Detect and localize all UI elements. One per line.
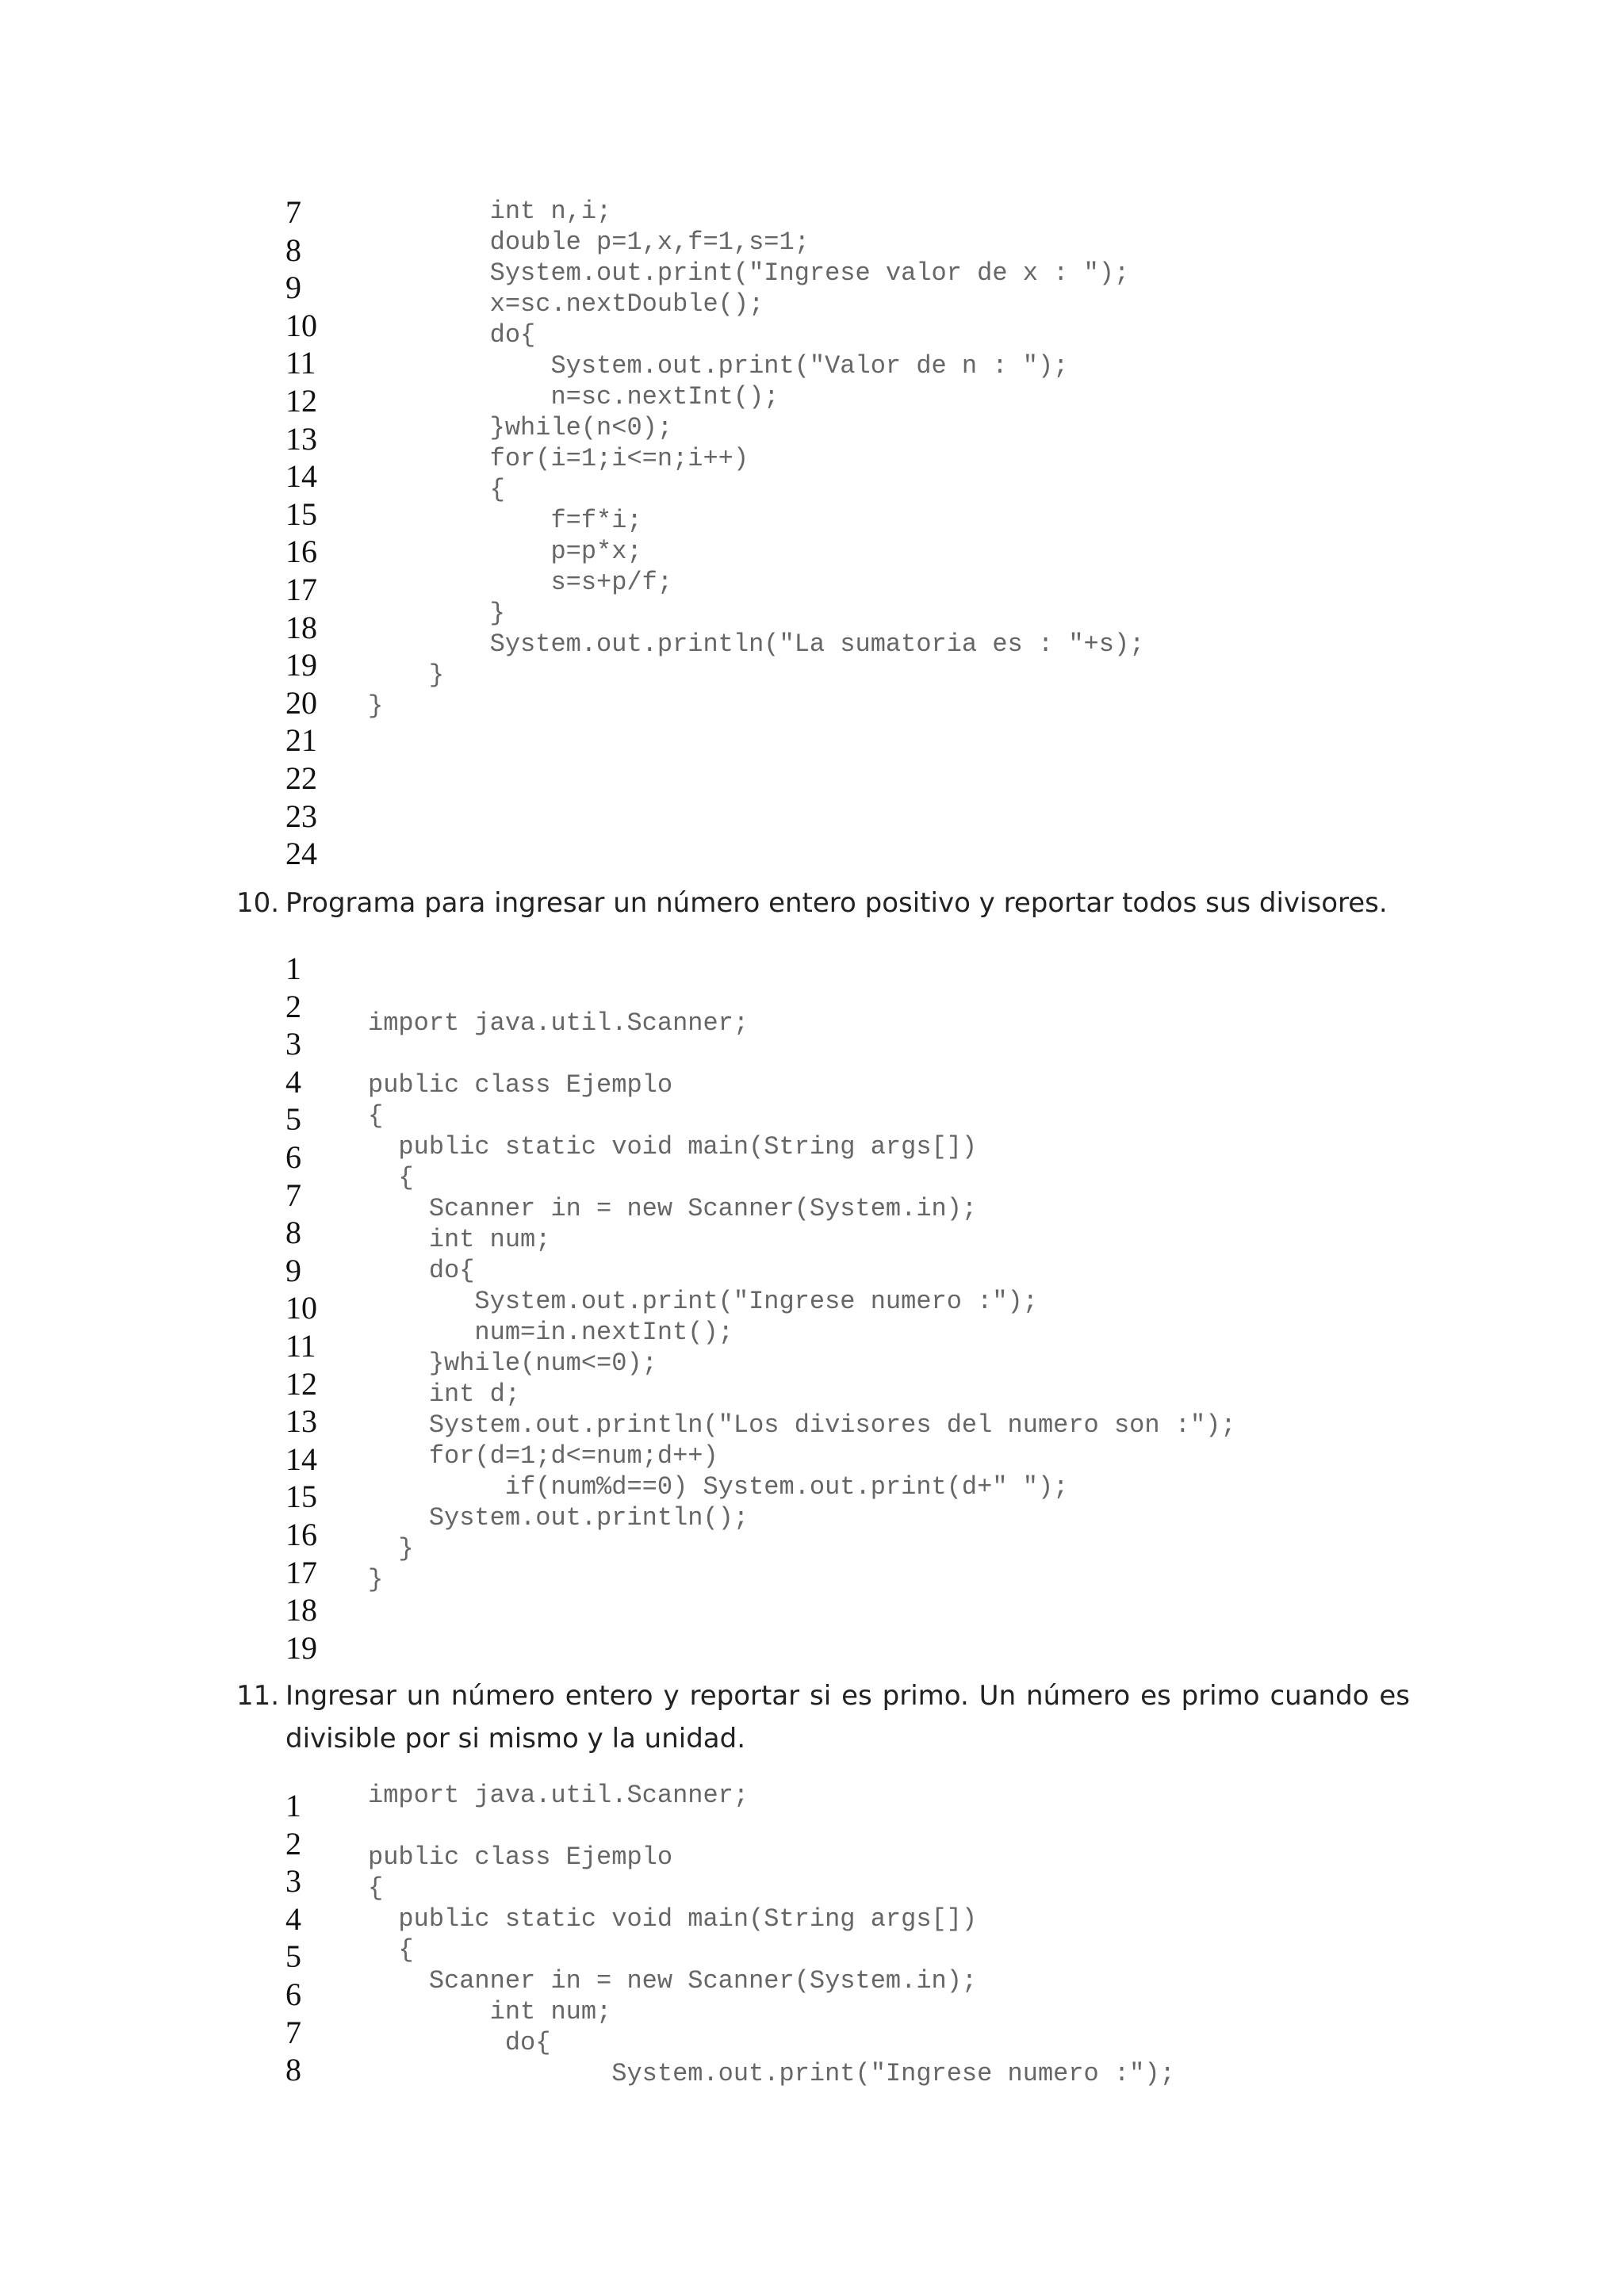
line-number: 9 <box>285 270 301 306</box>
line-number: 1 <box>285 1788 301 1823</box>
line-number: 19 <box>285 647 317 683</box>
line-number: 24 <box>285 836 317 872</box>
line-number: 4 <box>285 1900 301 1937</box>
line-number: 15 <box>285 496 317 532</box>
line-number: 18 <box>285 1592 317 1628</box>
code-line: }while(num<=0); <box>368 1349 657 1378</box>
code-line: f=f*i; <box>368 506 642 535</box>
line-number: 3 <box>285 1026 301 1062</box>
line-number: 12 <box>285 1365 317 1402</box>
code-line: { <box>368 1935 414 1965</box>
code-line: public class Ejemplo <box>368 1843 673 1872</box>
code-line: x=sc.nextDouble(); <box>368 289 764 319</box>
line-number: 11 <box>285 1327 316 1364</box>
code-line: do{ <box>368 1256 475 1285</box>
code-line: s=s+p/f; <box>368 568 673 597</box>
code-line <box>368 1811 1175 1842</box>
line-number: 1 <box>285 951 301 986</box>
code-line: System.out.print("Ingrese numero :"); <box>368 1287 1038 1316</box>
code-line: public class Ejemplo <box>368 1070 673 1100</box>
exercise-10-title: Programa para ingresar un número entero positivo y reportar todos sus divisores. <box>285 887 1388 919</box>
code-line: System.out.println("La sumatoria es : "+s); <box>368 629 1145 659</box>
line-number: 16 <box>285 1516 317 1552</box>
code-line: System.out.println("Los divisores del numero son :"); <box>368 1410 1236 1440</box>
line-number: 22 <box>285 760 317 796</box>
exercise-11-title-text-1: Ingresar un número entero y reportar si es primo. Un número es primo cuando es <box>285 1680 1410 1712</box>
code-line: { <box>368 475 505 504</box>
line-number: 8 <box>285 232 301 268</box>
line-number: 21 <box>285 722 317 759</box>
line-number: 17 <box>285 1554 317 1590</box>
code-line: for(d=1;d<=num;d++) <box>368 1441 718 1471</box>
line-number: 3 <box>285 1863 301 1900</box>
code-line: double p=1,x,f=1,s=1; <box>368 228 810 257</box>
line-number: 8 <box>285 1215 301 1251</box>
code-line: System.out.print("Ingrese valor de x : "); <box>368 258 1130 288</box>
line-number: 12 <box>285 382 317 419</box>
exercise-11-number: 11. <box>236 1680 280 1712</box>
code-line: int num; <box>368 1997 612 2026</box>
line-number: 15 <box>285 1479 317 1515</box>
line-number: 18 <box>285 609 317 645</box>
code-line: p=p*x; <box>368 537 642 566</box>
code-line: System.out.print("Valor de n : "); <box>368 351 1069 381</box>
code-line: num=in.nextInt(); <box>368 1318 733 1347</box>
code-line: } <box>368 599 505 628</box>
code-block-exercise10 <box>368 977 1236 1595</box>
line-number: 11 <box>285 345 316 381</box>
code-line: { <box>368 1163 414 1192</box>
line-number: 2 <box>285 988 301 1024</box>
line-number: 16 <box>285 534 317 570</box>
line-number: 5 <box>285 1938 301 1975</box>
code-line: do{ <box>368 2028 551 2057</box>
line-number: 10 <box>285 307 317 343</box>
code-line: }while(n<0); <box>368 413 673 442</box>
code-line: { <box>368 1873 384 1903</box>
code-line: int d; <box>368 1380 521 1409</box>
line-number: 14 <box>285 458 317 495</box>
line-number: 13 <box>285 420 317 457</box>
code-line: n=sc.nextInt(); <box>368 382 779 411</box>
exercise-10-heading <box>236 882 1410 924</box>
code-line <box>368 977 1236 1008</box>
code-line: if(num%d==0) System.out.print(d+" "); <box>368 1472 1069 1502</box>
code-line: } <box>368 691 384 721</box>
code-line: public static void main(String args[]) <box>368 1132 978 1161</box>
code-line <box>368 1039 1236 1070</box>
code-line: for(i=1;i<=n;i++) <box>368 444 749 473</box>
line-number: 9 <box>285 1252 301 1288</box>
code-line: Scanner in = new Scanner(System.in); <box>368 1194 978 1223</box>
code-line: public static void main(String args[]) <box>368 1904 978 1934</box>
line-number: 23 <box>285 798 317 834</box>
exercise-10-number: 10. <box>236 887 280 919</box>
code-line: do{ <box>368 320 536 350</box>
code-block-exercise11 <box>368 1780 1175 2089</box>
line-numbers-exercise11 <box>285 1787 301 2089</box>
line-number: 5 <box>285 1101 301 1138</box>
code-line: { <box>368 1101 384 1131</box>
line-number: 7 <box>285 194 301 230</box>
line-number: 13 <box>285 1403 317 1440</box>
line-number: 4 <box>285 1063 301 1100</box>
line-number: 6 <box>285 1976 301 2012</box>
line-number: 2 <box>285 1825 301 1862</box>
code-line: } <box>368 1565 384 1594</box>
code-line: } <box>368 660 445 690</box>
line-numbers-section1 <box>285 193 317 873</box>
code-line: System.out.println(); <box>368 1503 749 1533</box>
line-number: 7 <box>285 2014 301 2050</box>
code-line: Scanner in = new Scanner(System.in); <box>368 1966 978 1996</box>
line-number: 17 <box>285 571 317 607</box>
line-number: 6 <box>285 1138 301 1175</box>
exercise-11-heading <box>236 1674 1410 1760</box>
code-line: import java.util.Scanner; <box>368 1008 749 1038</box>
line-number: 8 <box>285 2052 301 2088</box>
code-block-section1 <box>368 196 1144 721</box>
code-line: int n,i; <box>368 197 612 226</box>
exercise-11-title-line1 <box>236 1674 1410 1717</box>
line-number: 7 <box>285 1177 301 1213</box>
code-line: int num; <box>368 1225 551 1254</box>
code-line: import java.util.Scanner; <box>368 1781 749 1810</box>
code-line: } <box>368 1534 414 1563</box>
line-number: 19 <box>285 1629 317 1666</box>
line-numbers-exercise10 <box>285 950 317 1667</box>
line-number: 10 <box>285 1290 317 1326</box>
line-number: 14 <box>285 1441 317 1477</box>
code-line: System.out.print("Ingrese numero :"); <box>368 2059 1175 2088</box>
exercise-11-title-line2: divisible por si mismo y la unidad. <box>285 1723 746 1755</box>
line-number: 20 <box>285 684 317 721</box>
